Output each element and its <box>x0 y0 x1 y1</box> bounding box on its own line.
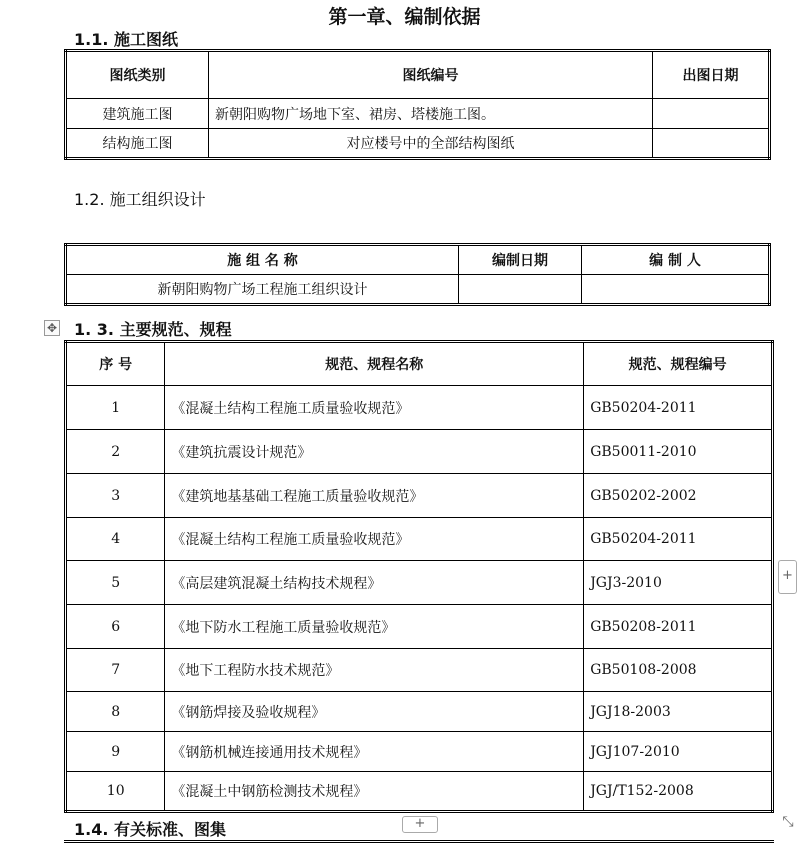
cell-standard-code: JGJ18-2003 <box>584 692 773 732</box>
cell-design-name: 新朝阳购物广场工程施工组织设计 <box>66 275 459 305</box>
table-row <box>66 99 770 129</box>
header-drawing-type: 图纸类别 <box>66 51 209 99</box>
cell-standard-name: 《地下防水工程施工质量验收规范》 <box>165 605 584 649</box>
header-standard-name: 规范、规程名称 <box>165 342 584 386</box>
cell-standard-code: GB50204-2011 <box>584 518 773 561</box>
table-row <box>66 561 773 605</box>
construction-design-table <box>64 243 771 306</box>
add-row-icon[interactable]: + <box>402 816 438 833</box>
header-drawing-number: 图纸编号 <box>209 51 653 99</box>
cell-standard-name: 《高层建筑混凝土结构技术规程》 <box>165 561 584 605</box>
cell-standard-name: 《建筑地基基础工程施工质量验收规范》 <box>165 474 584 518</box>
cell-standard-code: GB50202-2002 <box>584 474 773 518</box>
chapter-title: 第一章、编制依据 <box>328 6 481 28</box>
section-heading-1-3: 1. 3. 主要规范、规程 <box>74 320 232 339</box>
next-table-top-border <box>64 840 774 846</box>
table-row <box>66 474 773 518</box>
table-row <box>66 129 770 159</box>
cell-serial: 5 <box>66 561 165 605</box>
cell-serial: 2 <box>66 430 165 474</box>
table-row <box>66 605 773 649</box>
cell-standard-name: 《地下工程防水技术规范》 <box>165 649 584 692</box>
cell-issue-date <box>653 99 770 129</box>
cell-standard-name: 《钢筋焊接及验收规程》 <box>165 692 584 732</box>
cell-serial: 10 <box>66 772 165 812</box>
cell-standard-name: 《钢筋机械连接通用技术规程》 <box>165 732 584 772</box>
cell-drawing-number: 对应楼号中的全部结构图纸 <box>209 129 653 159</box>
table-row <box>66 649 773 692</box>
header-serial-number: 序 号 <box>66 342 165 386</box>
section-heading-1-2: 1.2. 施工组织设计 <box>74 190 206 209</box>
table-row <box>66 430 773 474</box>
cell-standard-code: GB50108-2008 <box>584 649 773 692</box>
drawings-table <box>64 49 771 160</box>
section-heading-1-4: 1.4. 有关标准、图集 <box>74 820 226 839</box>
cell-standard-name: 《混凝土结构工程施工质量验收规范》 <box>165 518 584 561</box>
cell-serial: 9 <box>66 732 165 772</box>
cell-standard-name: 《建筑抗震设计规范》 <box>165 430 584 474</box>
cell-drawing-type: 建筑施工图 <box>66 99 209 129</box>
standards-table <box>64 340 774 813</box>
cell-serial: 8 <box>66 692 165 732</box>
header-design-name: 施 组 名 称 <box>66 245 459 275</box>
cell-serial: 1 <box>66 386 165 430</box>
move-table-icon[interactable]: ✥ <box>44 320 60 336</box>
header-issue-date: 出图日期 <box>653 51 770 99</box>
cell-standard-code: JGJ107-2010 <box>584 732 773 772</box>
header-standard-code: 规范、规程编号 <box>584 342 773 386</box>
header-compile-date: 编制日期 <box>459 245 582 275</box>
cell-standard-name: 《混凝土中钢筋检测技术规程》 <box>165 772 584 812</box>
cell-standard-name: 《混凝土结构工程施工质量验收规范》 <box>165 386 584 430</box>
cell-serial: 6 <box>66 605 165 649</box>
table-row <box>66 732 773 772</box>
cell-standard-code: GB50204-2011 <box>584 386 773 430</box>
cell-standard-code: JGJ/T152-2008 <box>584 772 773 812</box>
table-row <box>66 275 770 305</box>
table-row <box>66 692 773 732</box>
cell-issue-date <box>653 129 770 159</box>
cell-serial: 4 <box>66 518 165 561</box>
table-row <box>66 518 773 561</box>
cell-drawing-type: 结构施工图 <box>66 129 209 159</box>
cell-standard-code: GB50011-2010 <box>584 430 773 474</box>
cell-compiler <box>582 275 770 305</box>
cell-serial: 3 <box>66 474 165 518</box>
cell-serial: 7 <box>66 649 165 692</box>
cell-drawing-number: 新朝阳购物广场地下室、裙房、塔楼施工图。 <box>209 99 653 129</box>
cell-standard-code: JGJ3-2010 <box>584 561 773 605</box>
cell-standard-code: GB50208-2011 <box>584 605 773 649</box>
add-column-icon[interactable]: + <box>778 560 797 594</box>
section-heading-1-1: 1.1. 施工图纸 <box>74 30 178 49</box>
header-compiler: 编 制 人 <box>582 245 770 275</box>
table-row <box>66 386 773 430</box>
table-row <box>66 772 773 812</box>
resize-icon[interactable]: ⤡ <box>782 814 794 830</box>
cell-compile-date <box>459 275 582 305</box>
